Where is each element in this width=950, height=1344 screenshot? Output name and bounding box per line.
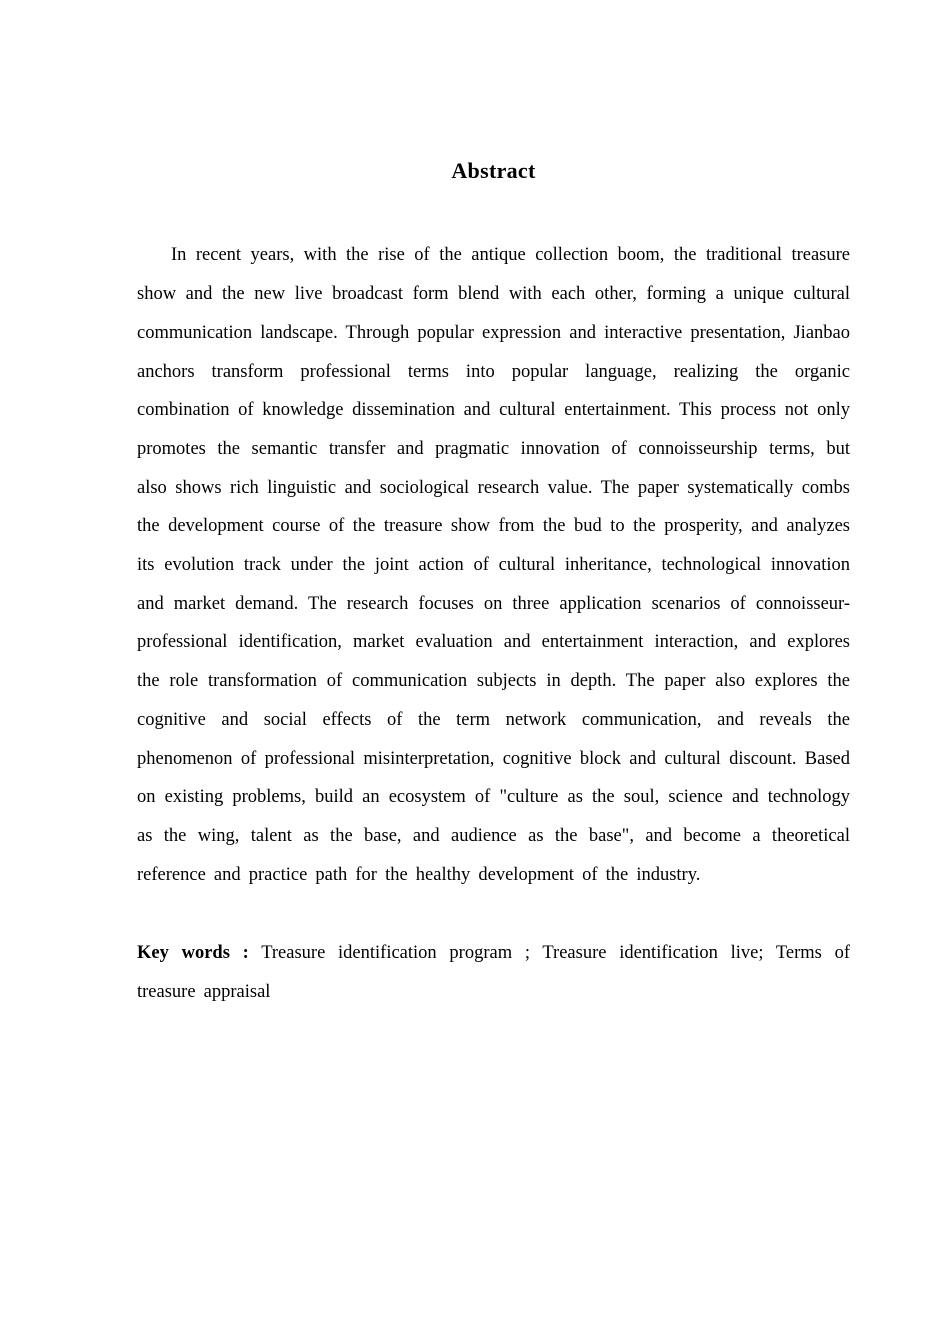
- page-title: Abstract: [451, 158, 536, 183]
- keywords-paragraph: [137, 934, 850, 1011]
- keywords-text: Treasure identification program ; Treasure identification live; Terms of treasure appraisal: [137, 943, 850, 1003]
- keywords-label: Key words :: [137, 943, 249, 964]
- abstract-paragraph: In recent years, with the rise of the antique collection boom, the traditional treasure show and the new live broadcast form blend with each other, forming a unique cultural communication landscape. Through popular expression and interactive presentation, Jianbao anchors transform professional terms into popular language, realizing the organic combination of knowledge dissemination and cultural entertainment. This process not only promotes the semantic transfer and pragmatic innovation of connoisseurship terms, but also shows rich linguistic and sociological research value. The paper systematically combs the development course of the treasure show from the bud to the prosperity, and analyzes its evolution track under the joint action of cultural inheritance, technological innovation and market demand. The research focuses on three application scenarios of connoisseur-professional identification, market evaluation and entertainment interaction, and explores the role transformation of communication subjects in depth. The paper also explores the cognitive and social effects of the term network communication, and reveals the phenomenon of professional misinterpretation, cognitive block and cultural discount. Based on existing problems, build an ecosystem of "culture as the soul, science and technology as the wing, talent as the base, and audience as the base", and become a theoretical reference and practice path for the healthy development of the industry.: [137, 245, 850, 885]
